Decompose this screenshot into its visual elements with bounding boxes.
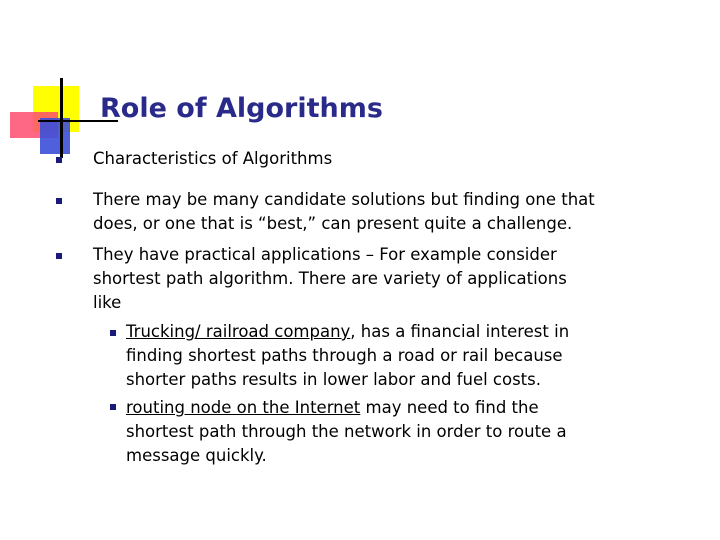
bullet-text-line: like (93, 293, 122, 312)
sub-bullet-text-line: finding shortest paths through a road or rail because (126, 346, 563, 365)
bullet-text: Characteristics of Algorithms (93, 149, 333, 168)
bullet-marker (56, 198, 62, 204)
bullet-text-line: They have practical applications – For example consider (93, 245, 557, 264)
sub-bullet-first-line (126, 320, 569, 345)
logo-vertical-line (60, 78, 63, 158)
sub-bullet-text-line: shortest path through the network in order to route a (126, 422, 567, 441)
sub-bullet-text-line: message quickly. (126, 446, 267, 465)
bullet-text-line: does, or one that is “best,” can present quite a challenge. (93, 214, 573, 233)
logo-blue-square (40, 118, 70, 154)
bullet-marker (56, 253, 62, 259)
decorative-logo (0, 0, 110, 170)
sub-bullet-marker (110, 404, 116, 410)
sub-bullet-marker (110, 330, 116, 336)
bullet-marker (56, 157, 62, 163)
sub-bullet-underlined-text: routing node on the Internet (126, 398, 361, 417)
bullet-text-line: shortest path algorithm. There are variety of applications (93, 269, 567, 288)
slide-title: Role of Algorithms (100, 93, 383, 124)
sub-bullet-rest-text: , has a financial interest in (350, 322, 570, 341)
bullet-text-line: There may be many candidate solutions but finding one that (93, 190, 595, 209)
sub-bullet-underlined-text: Trucking/ railroad company (126, 322, 351, 341)
sub-bullet-first-line (126, 396, 539, 421)
sub-bullet-text-line: shorter paths results in lower labor and fuel costs. (126, 370, 541, 389)
sub-bullet-rest-text: may need to find the (360, 398, 539, 417)
